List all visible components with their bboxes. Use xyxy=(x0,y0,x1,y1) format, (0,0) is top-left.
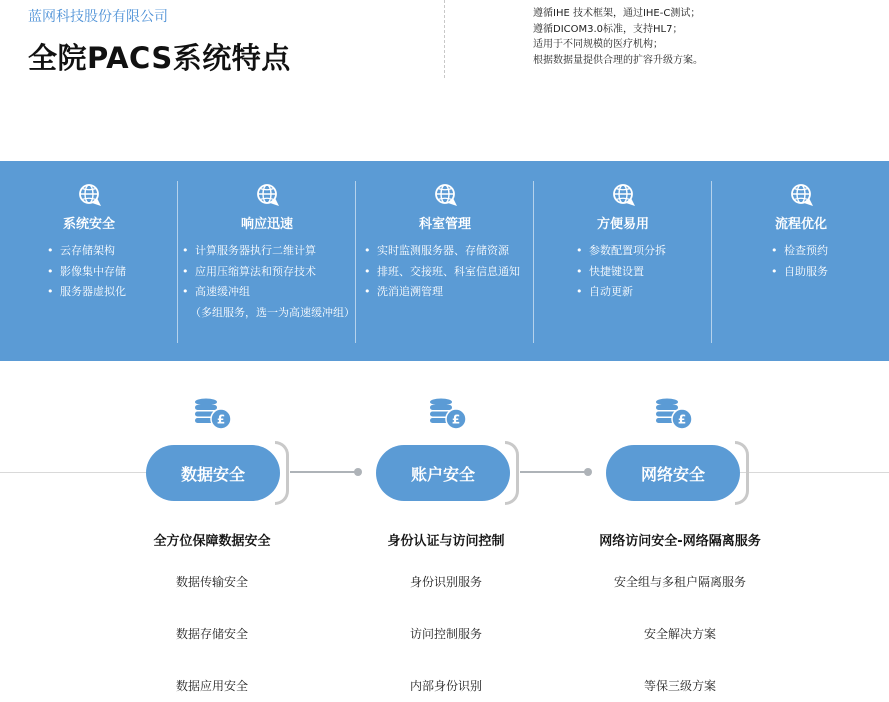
svg-text:£: £ xyxy=(451,412,461,427)
feature-title: 科室管理 xyxy=(418,217,471,232)
feature-column-fast-response xyxy=(178,161,356,361)
feature-list xyxy=(771,241,828,282)
connector-dot xyxy=(584,468,592,476)
feature-title: 方便易用 xyxy=(596,217,649,232)
globe-icon xyxy=(611,182,637,208)
note-line: 遵循DICOM3.0标准，支持HL7； xyxy=(533,23,683,35)
pill-arc xyxy=(735,441,749,505)
company-name: 蓝网科技股份有限公司 xyxy=(28,9,168,25)
coins-pound-icon xyxy=(655,397,695,431)
flow-connector xyxy=(520,471,588,473)
security-item: 等保三级方案 xyxy=(643,679,716,693)
list-item: • 参数配置项分拆 xyxy=(576,241,666,262)
connector-dot xyxy=(354,468,362,476)
flow-line xyxy=(740,472,889,473)
coins-pound-icon xyxy=(194,397,234,431)
security-subtitle: 身份认证与访问控制 xyxy=(387,534,505,549)
globe-icon xyxy=(789,182,815,208)
list-item: • 计算服务器执行二维计算 xyxy=(182,241,355,262)
list-item: • 自助服务 xyxy=(771,262,828,283)
security-item: 数据传输安全 xyxy=(175,575,248,589)
security-item: 数据应用安全 xyxy=(175,679,248,693)
security-item: 访问控制服务 xyxy=(409,627,482,641)
security-item: 安全解决方案 xyxy=(643,627,716,641)
list-item-continuation: （多组服务，选一为高速缓冲组） xyxy=(190,305,355,319)
note-line: 适用于不同规模的医疗机构； xyxy=(533,39,663,50)
security-item: 数据存储安全 xyxy=(175,627,248,641)
list-item: • 服务器虚拟化 xyxy=(47,282,126,303)
note-line: 遵循IHE 技术框架，通过IHE-C测试； xyxy=(533,8,701,19)
coins-pound-icon xyxy=(429,397,469,431)
list-item: • 高速缓冲组 xyxy=(182,282,355,303)
security-subtitle: 全方位保障数据安全 xyxy=(153,534,271,549)
feature-band xyxy=(0,161,889,361)
list-item: • 云存储架构 xyxy=(47,241,126,262)
svg-text:£: £ xyxy=(216,412,226,427)
list-item: • 检查预约 xyxy=(771,241,828,262)
globe-icon xyxy=(433,182,459,208)
list-item: • 排班、交接班、科室信息通知 xyxy=(364,262,520,283)
flow-line xyxy=(0,472,147,473)
note-line: 根据数据量提供合理的扩容升级方案。 xyxy=(533,54,703,66)
globe-icon xyxy=(77,182,103,208)
feature-list xyxy=(364,241,520,303)
list-item: • 实时监测服务器、存储资源 xyxy=(364,241,520,262)
page-title: 全院PACS系统特点 xyxy=(28,41,291,75)
list-item: • 影像集中存储 xyxy=(47,262,126,283)
security-item: 内部身份识别 xyxy=(409,679,482,693)
security-item: 安全组与多租户隔离服务 xyxy=(613,575,746,589)
standards-notes xyxy=(533,6,703,68)
feature-column-workflow xyxy=(712,161,889,361)
globe-icon xyxy=(255,182,281,208)
network-security-pill: 网络安全 xyxy=(606,445,740,501)
list-item: • 应用压缩算法和预存技术 xyxy=(182,262,355,283)
feature-list xyxy=(47,241,126,303)
feature-list xyxy=(576,241,666,303)
header-divider xyxy=(444,0,445,78)
feature-title: 响应迅速 xyxy=(240,217,293,232)
feature-title: 系统安全 xyxy=(62,217,115,232)
security-item: 身份识别服务 xyxy=(409,575,482,589)
feature-list xyxy=(182,241,355,323)
data-security-pill: 数据安全 xyxy=(146,445,280,501)
flow-connector xyxy=(290,471,358,473)
svg-text:£: £ xyxy=(677,412,687,427)
account-security-pill: 账户安全 xyxy=(376,445,510,501)
list-item: • 洗消追溯管理 xyxy=(364,282,520,303)
feature-column-system-security xyxy=(0,161,178,361)
list-item: • 快捷键设置 xyxy=(576,262,666,283)
security-subtitle: 网络访问安全-网络隔离服务 xyxy=(599,534,761,549)
pill-arc xyxy=(275,441,289,505)
feature-title: 流程优化 xyxy=(774,217,827,232)
list-item: • 自动更新 xyxy=(576,282,666,303)
feature-column-dept-management xyxy=(356,161,534,361)
feature-column-easy-use xyxy=(534,161,712,361)
pill-arc xyxy=(505,441,519,505)
